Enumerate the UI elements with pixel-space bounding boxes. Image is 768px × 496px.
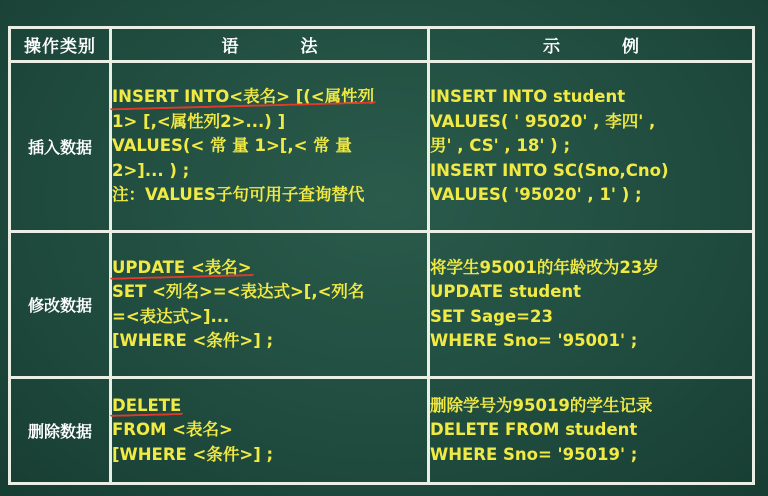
example-line: 删除学号为95019的学生记录: [430, 395, 653, 415]
syntax-line: 2>]... ) ;: [112, 160, 190, 180]
syntax-line: [112, 256, 427, 281]
example-line: DELETE FROM student: [430, 420, 638, 440]
syntax-delete: [111, 378, 429, 484]
syntax-line: 1> [,<属性列2>...) ]: [112, 111, 286, 131]
table-row-insert: [10, 62, 754, 232]
sql-operations-table: [8, 26, 755, 485]
header-example: 示 例: [429, 28, 754, 62]
syntax-insert: [111, 62, 429, 232]
syntax-line: SET <列名>=<表达式>[,<列名: [112, 282, 365, 301]
category-delete: 删除数据: [10, 378, 111, 484]
table-row-delete: [10, 378, 754, 484]
example-delete: [429, 378, 754, 484]
update-keyword: UPDATE <表名>: [112, 257, 252, 277]
example-insert: [429, 62, 754, 232]
header-row: [10, 28, 754, 62]
header-syntax: 语 法: [111, 28, 429, 62]
example-line: VALUES( ' 95020' , 李四' ,: [430, 111, 656, 131]
example-line: VALUES( '95020' , 1' ) ;: [430, 185, 642, 205]
syntax-line: FROM <表名>: [112, 420, 233, 440]
syntax-line: VALUES(< 常 量 1>[,< 常 量: [112, 136, 352, 156]
example-update: [429, 232, 754, 378]
insert-into-keyword: INSERT INTO<表名> [(<属性列: [112, 87, 375, 107]
syntax-line: [112, 85, 427, 110]
syntax-line: [112, 394, 427, 419]
example-line: 将学生95001的年龄改为23岁: [430, 257, 659, 277]
example-line: SET Sage=23: [430, 306, 553, 326]
example-line: WHERE Sno= '95001' ;: [430, 331, 638, 350]
syntax-note: 注：VALUES子句可用子查询替代: [112, 185, 365, 205]
syntax-line: [WHERE <条件>] ;: [112, 444, 274, 464]
delete-keyword: DELETE: [112, 395, 182, 415]
category-insert: 插入数据: [10, 62, 111, 232]
example-line: WHERE Sno= '95019' ;: [430, 444, 638, 464]
header-category: 操作类别: [10, 28, 111, 62]
example-line: UPDATE student: [430, 282, 582, 301]
example-line: INSERT INTO SC(Sno,Cno): [430, 160, 669, 180]
example-line: 男' , CS' , 18' ) ;: [430, 136, 571, 156]
example-line: INSERT INTO student: [430, 87, 626, 107]
syntax-line: [WHERE <条件>] ;: [112, 331, 274, 350]
category-update: 修改数据: [10, 232, 111, 378]
syntax-line: =<表达式>]...: [112, 306, 230, 326]
table-row-update: [10, 232, 754, 378]
syntax-update: [111, 232, 429, 378]
